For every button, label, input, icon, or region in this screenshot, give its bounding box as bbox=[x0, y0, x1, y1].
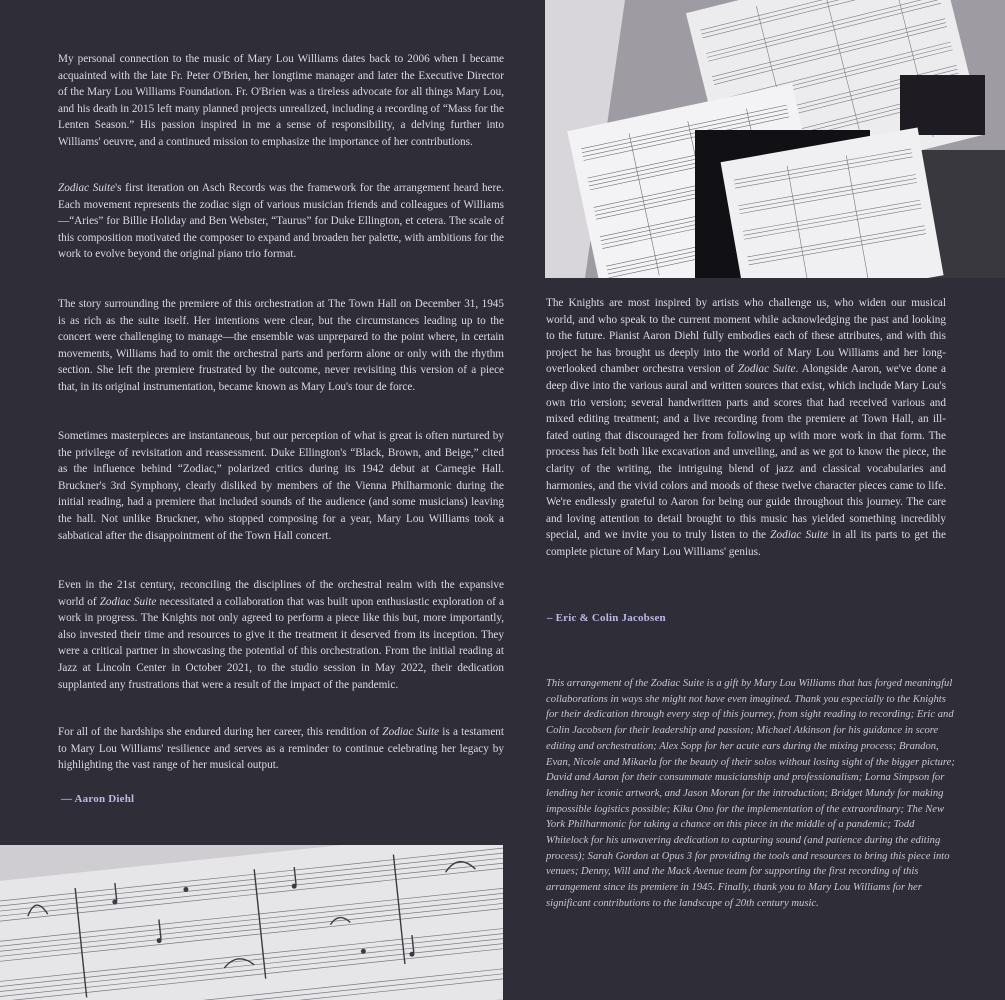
zodiac-iteration-paragraph bbox=[58, 180, 504, 263]
signature-aaron-diehl: — Aaron Diehl bbox=[61, 793, 135, 805]
paragraph-text: For all of the hardships she endured during her career, this rendition of bbox=[58, 726, 383, 738]
hardships-paragraph bbox=[58, 724, 504, 774]
title-italic: Zodiac Suite bbox=[770, 529, 828, 542]
collaboration-paragraph bbox=[58, 577, 504, 693]
title-italic: Zodiac Suite bbox=[738, 363, 796, 376]
title-italic: Zodiac Suite bbox=[58, 182, 116, 194]
sheet-music-photo-bottom bbox=[0, 845, 503, 1000]
paragraph-text: necessitated a collaboration that was built upon enthusiastic exploration of a work in progress. The Knights not only agreed to perform a piece like this but, more importantly, also invested their time and resources to give it the treatment it deserved from its inception. They were a critical partner in showcasing the potential of this orchestration. From the initial reading at Jazz at Lincoln Center in October 2021, to the studio session in May 2022, their dedication supplanted any frustrations that were a result of the impact of the pandemic. bbox=[58, 595, 504, 691]
paragraph-text: 's first iteration on Asch Records was the framework for the arrangement heard here. Each movement represents the zodiac sign of various musician friends and colleagues of Williams—“Aries” for Billie Holiday and Ben Webster, “Taurus” for Duke Ellington, et cetera. The scale of this composition motivated the composer to expand and broaden her palette, with ambitions for the work to evolve beyond the original piano trio format. bbox=[58, 182, 504, 261]
masterpieces-paragraph: Sometimes masterpieces are instantaneous, but our perception of what is great is often nurtured by the privilege of revisitation and reassessment. Duke Ellington's “Black, Brown, and Beige,” cited as the influence behind “Zodiac,” polarized critics during its 1942 debut at Carnegie Hall. Bruckner's 3rd Symphony, clearly disliked by members of the Vienna Philharmonic during the initial reading, had a premiere that included sounds of the audience (and some musicians) leaving the hall. Not unlike Bruckner, who stopped composing for a year, Mary Lou Williams took a sabbatical after the disappointment of the Town Hall concert. bbox=[58, 430, 504, 542]
paragraph-text: Even in the 21st century, reconciling the disciplines of the orchestral realm with the expansive world of bbox=[58, 579, 504, 608]
title-italic: Zodiac Suite bbox=[382, 726, 440, 738]
sheet-music-photo-top bbox=[545, 0, 1005, 278]
intro-paragraph: My personal connection to the music of Mary Lou Williams dates back to 2006 when I became acquainted with the late Fr. Peter O'Brien, her longtime manager and later the Executive Director of the Mary Lou Williams Foundation. Fr. O'Brien was a tireless advocate for all things Mary Lou, and his death in 2015 left many planned projects unrealized, including a recording of “Mass for the Lenten Season.” His passion inspired in me a sense of responsibility, a delving further into Williams' oeuvre, and a continued mission to emphasize the importance of her contributions. bbox=[58, 53, 504, 148]
paragraph-text: is a testament to Mary Lou Williams' resilience and serves as a reminder to continue celebrating her legacy by highlighting the vast range of her musical output. bbox=[58, 726, 504, 772]
paragraph-text: in all its parts to get the complete picture of Mary Lou Williams' genius. bbox=[546, 529, 946, 558]
premiere-story-paragraph: The story surrounding the premiere of this orchestration at The Town Hall on December 31, 1945 is as rich as the suite itself. Her intentions were clear, but the circumstances leading up to the concert were challenging to manage—the ensemble was unprepared to the point where, in certain movements, Williams had to omit the orchestral parts and perform alone or only with the rhythm section. She left the premiere frustrated by the outcome, never revisiting this version of a piece that, in its original instrumentation, became known as Mary Lou's tour de force. bbox=[58, 298, 504, 393]
score-pages-image bbox=[545, 0, 1005, 278]
paragraph-text: . Alongside Aaron, we've done a deep dive into the various aural and written sources that exist, which include Mary Lou's own trio version; several handwritten parts and scores that had received various and mixed editing treatment; and a live recording from the premiere at Town Hall, an ill-fated outing that discouraged her from following up with more work in that form. The process has felt both like excavation and unveiling, and as we got to know the piece, the clarity of the writing, the intriguing blend of jazz and classical vocabularies and harmonies, and the vivid colors and moods of these twelve character pieces came to life. We're endlessly grateful to Aaron for being our guide throughout this journey. The care and loving attention to detail brought to this music has yielded something incredibly special, and we invite you to truly listen to the bbox=[546, 363, 947, 542]
knights-paragraph bbox=[546, 295, 946, 561]
paragraph-text: The Knights are most inspired by artists who challenge us, who widen our musical world, and who speak to the current moment while acknowledging the past and looking to the future. Pianist Aaron Diehl fully embodies each of these attributes, and with this project he has brought us deeply into the world of Mary Lou Williams and her long-overlooked chamber orchestra version of bbox=[546, 297, 946, 376]
title-italic: Zodiac Suite bbox=[99, 595, 157, 608]
handwritten-score-image bbox=[0, 845, 503, 1000]
signature-jacobsen: – Eric & Colin Jacobsen bbox=[547, 612, 666, 624]
acknowledgements-paragraph: This arrangement of the Zodiac Suite is a gift by Mary Lou Williams that has forged meaningful collaborations in ways she might not have even imagined. Thank you especially to the Knights for their dedication through every step of this journey, from sight reading to recording; Eric and Colin Jacobsen for their leadership and passion; Michael Atkinson for his guidance in score editing and orchestration; Alex Sopp for her acute ears during the mixing process; Brandon, Evan, Nicole and Mikaela for the beauty of their solos without losing sight of the bigger picture; David and Aaron for their consummate musicianship and professionalism; Lorna Simpson for lending her iconic artwork, and Jason Moran for the introduction; Bridget Mundy for making impossible logistics possible; Kiku Ono for the implementation of the extraordinary; The New York Philharmonic for taking a chance on this piece in the middle of a pandemic; Todd Whitelock for his unwavering dedication to capturing sound (and patience during the editing process); Sarah Gordon at Opus 3 for providing the tools and resources to bring this piece into venues; Denny, Will and the Mack Avenue team for supporting the first recording of this arrangement since its premiere in 1945. Finally, thank you to Mary Lou Williams for her significant contributions to the landscape of 20th century music. bbox=[546, 678, 955, 909]
